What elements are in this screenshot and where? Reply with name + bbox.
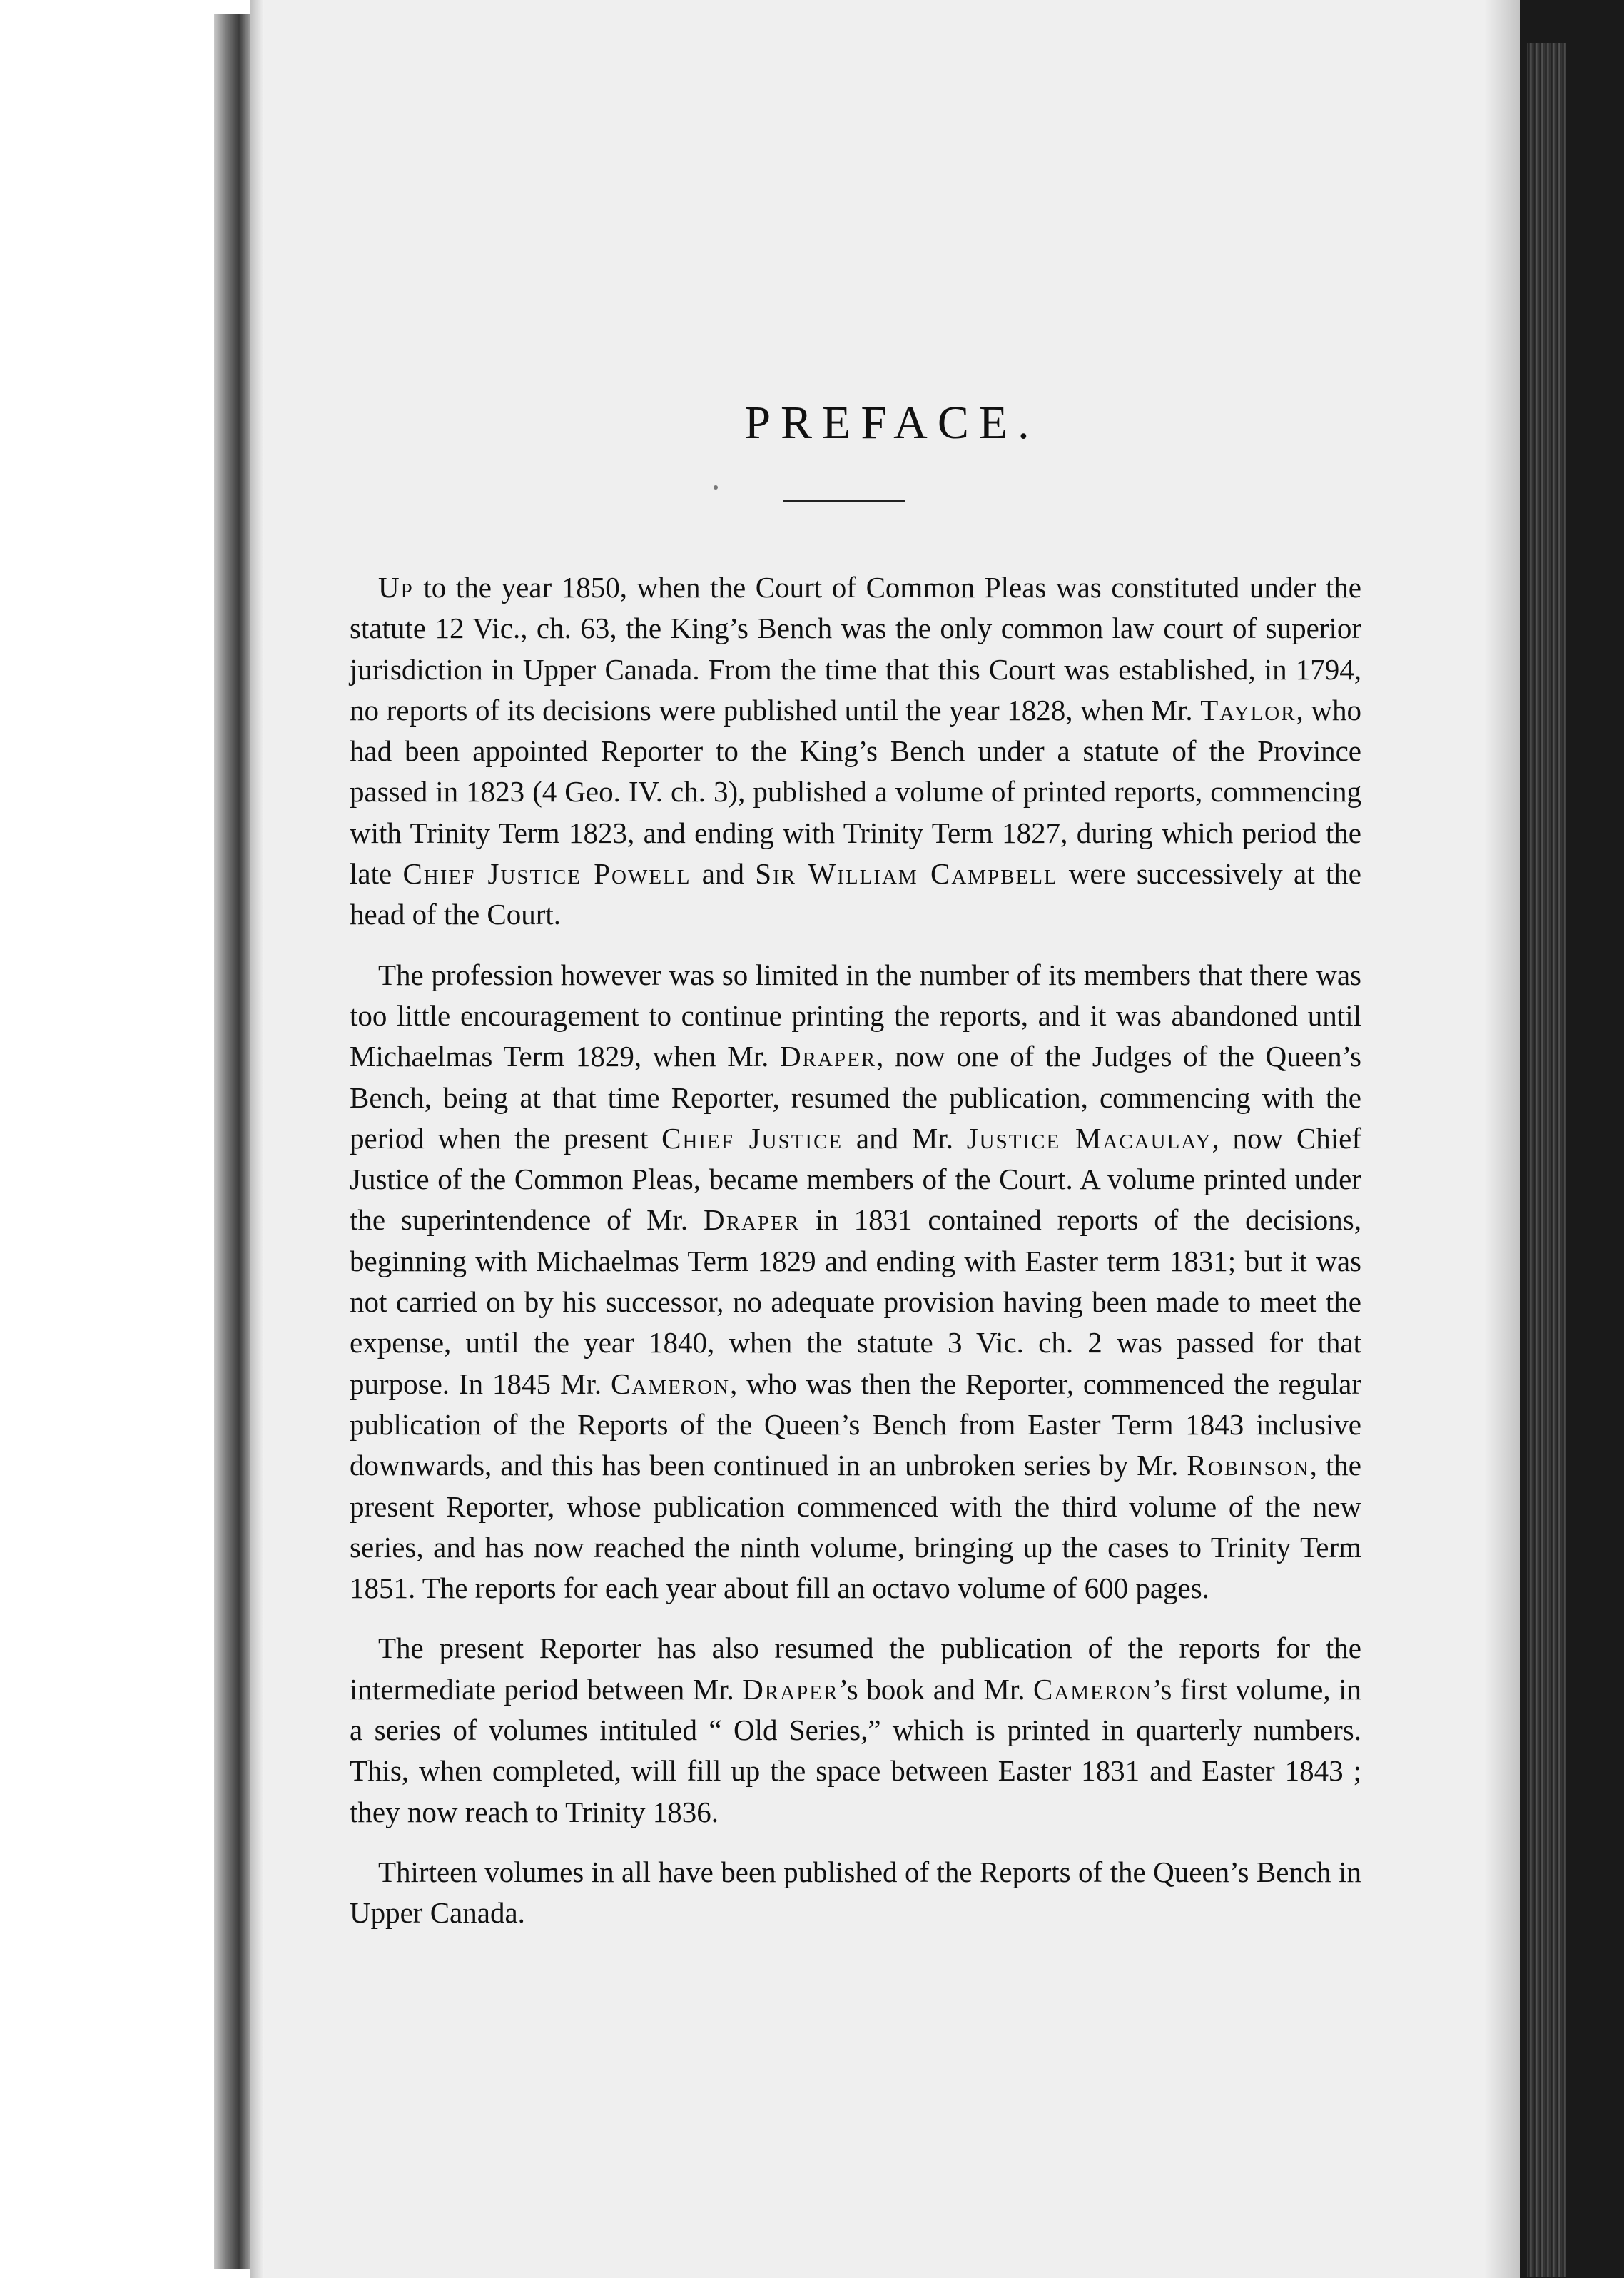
paragraph-text: , now one of the Judges of the Queen’s Bench, being at that time Reporter, resumed the publication, commencing with the period when the present xyxy=(350,1040,1361,1155)
paragraph-text: ’s first volume, in a series of volumes intituled “ Old Series,” which is printed in quarterly numbers. This, when completed, will fill up the space between Easter 1831 and Easter 1843 ; they now reach to Trinity 1836. xyxy=(350,1672,1361,1828)
left-binding-edge xyxy=(214,14,250,2269)
paragraph-text: , now Chief Justice of the Common Pleas, became members of the Court. A volume printed under the superintendence of Mr. xyxy=(350,1121,1361,1237)
preface-paragraph xyxy=(350,1628,1361,1832)
small-caps-name: Chief Justice Powell xyxy=(402,857,691,891)
preface-body xyxy=(350,567,1361,1953)
paragraph-text: to the year 1850, when the Court of Common Pleas was constituted under the statute 12 Vic., ch. 63, the King’s Bench was the only common law court of superior jurisdiction in Upper Canada. From the time that this Court was established, in 1794, no reports of its decisions were published until the year 1828, when Mr. xyxy=(350,571,1361,727)
small-caps-name: Draper xyxy=(780,1040,877,1073)
small-caps-name: Taylor xyxy=(1200,693,1296,727)
small-caps-name: Chief Justice xyxy=(661,1121,843,1155)
paragraph-text: , who had been appointed Reporter to the King’s Bench under a statute of the Province passed in 1823 (4 Geo. IV. ch. 3), published a volume of printed reports, commencing with Trinity Term 1823, and ending with Trinity Term 1827, during which period the late xyxy=(350,693,1362,891)
paragraph-text: and Mr. xyxy=(843,1121,967,1155)
paragraph-text: in 1831 contained reports of the decisions, beginning with Michaelmas Term 1829 and ending with Easter term 1831; but it was not carried on by his successor, no adequate provision having been made to meet the expense, until the year 1840, when the statute 3 Vic. ch. 2 was passed for that purpose. In 1845 Mr. xyxy=(350,1203,1362,1400)
paragraph-text: The profession however was so limited in the number of its members that there was too little encouragement to continue printing the reports, and it was abandoned until Michaelmas Term 1829, when Mr. xyxy=(350,958,1361,1073)
ink-speck xyxy=(714,485,718,490)
paragraph-text: ’s book and Mr. xyxy=(838,1672,1033,1706)
small-caps-name: Up xyxy=(378,571,414,604)
preface-paragraph xyxy=(350,567,1361,936)
small-caps-name: Cameron xyxy=(1032,1672,1152,1706)
paragraph-text: , the present Reporter, whose publication commenced with the third volume of the new series, and has now reached the ninth volume, bringing up the cases to Trinity Term 1851. The reports for each year about fill an octavo volume of 600 pages. xyxy=(350,1449,1362,1605)
small-caps-name: Draper xyxy=(742,1672,839,1706)
heading-rule xyxy=(783,500,905,502)
binding-shadow xyxy=(250,0,264,2278)
small-caps-name: Justice Macaulay xyxy=(966,1121,1212,1155)
small-caps-name: Robinson xyxy=(1187,1449,1310,1482)
preface-paragraph xyxy=(350,1852,1361,1934)
paragraph-text: , who was then the Reporter, commenced the regular publication of the Reports of the Queen’s Bench from Easter Term 1843 inclusive downwards, and this has been continued in an unbroken series by Mr. xyxy=(350,1367,1361,1482)
paragraph-text: The present Reporter has also resumed the publication of the reports for the intermediate period between Mr. xyxy=(350,1631,1361,1706)
paragraph-text: were successively at the head of the Court. xyxy=(350,857,1361,931)
paragraph-text: Thirteen volumes in all have been published of the Reports of the Queen’s Bench in Upper Canada. xyxy=(350,1855,1361,1930)
small-caps-name: Draper xyxy=(704,1203,801,1237)
paragraph-text: and xyxy=(691,857,756,891)
small-caps-name: Cameron xyxy=(611,1367,731,1400)
stacked-page-edges xyxy=(1527,43,1566,2277)
small-caps-name: Sir William Campbell xyxy=(755,857,1058,891)
page-edge-shadow xyxy=(1484,0,1520,2278)
preface-paragraph xyxy=(350,955,1361,1609)
page-heading: PREFACE. xyxy=(744,397,1040,449)
